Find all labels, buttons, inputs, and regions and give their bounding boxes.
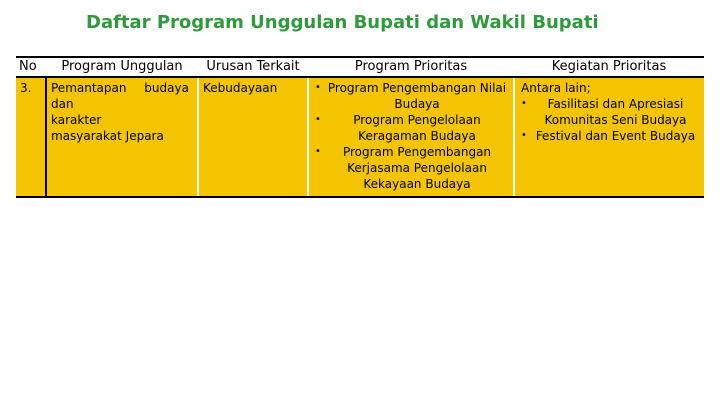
kegiatan-prioritas-cell [514, 77, 704, 197]
program-prioritas-list [313, 80, 509, 192]
row-no-cell: 3. [16, 77, 46, 197]
program-unggulan-cell [46, 77, 198, 197]
header-no: No [16, 57, 46, 77]
list-item: • Program Pengelolaan Keragaman Budaya [313, 112, 509, 144]
table-row [16, 77, 704, 197]
program-unggulan-line-1 [51, 80, 193, 96]
urusan-terkait-text: Kebudayaan [203, 81, 278, 95]
program-table [16, 56, 704, 198]
program-unggulan-line-2 [51, 96, 193, 128]
program-prioritas-cell [308, 77, 514, 197]
list-item: • Program Pengembangan Kerjasama Pengelolaan Kekayaan Budaya [313, 144, 509, 192]
list-item: • Fasilitasi dan Apresiasi Komunitas Seni Budaya [519, 96, 700, 128]
header-program-prioritas: Program Prioritas [308, 57, 514, 77]
list-item: • Program Pengembangan Nilai Budaya [313, 80, 509, 112]
program-unggulan-line-3: masyarakat Jepara [51, 129, 164, 143]
program-unggulan-line-1-text: Pemantapan budaya [51, 81, 189, 95]
header-program-unggulan: Program Unggulan [46, 57, 198, 77]
header-kegiatan-prioritas: Kegiatan Prioritas [514, 57, 704, 77]
list-item: • Festival dan Event Budaya [519, 128, 700, 144]
table-header-row [16, 57, 704, 77]
kegiatan-intro: Antara lain; [521, 81, 591, 95]
kegiatan-prioritas-list [519, 96, 700, 144]
header-urusan-terkait: Urusan Terkait [198, 57, 308, 77]
urusan-terkait-cell [198, 77, 308, 197]
program-unggulan-line-2-text: dan karakter [51, 97, 102, 127]
page-title: Daftar Program Unggulan Bupati dan Wakil Bupati [86, 12, 599, 33]
